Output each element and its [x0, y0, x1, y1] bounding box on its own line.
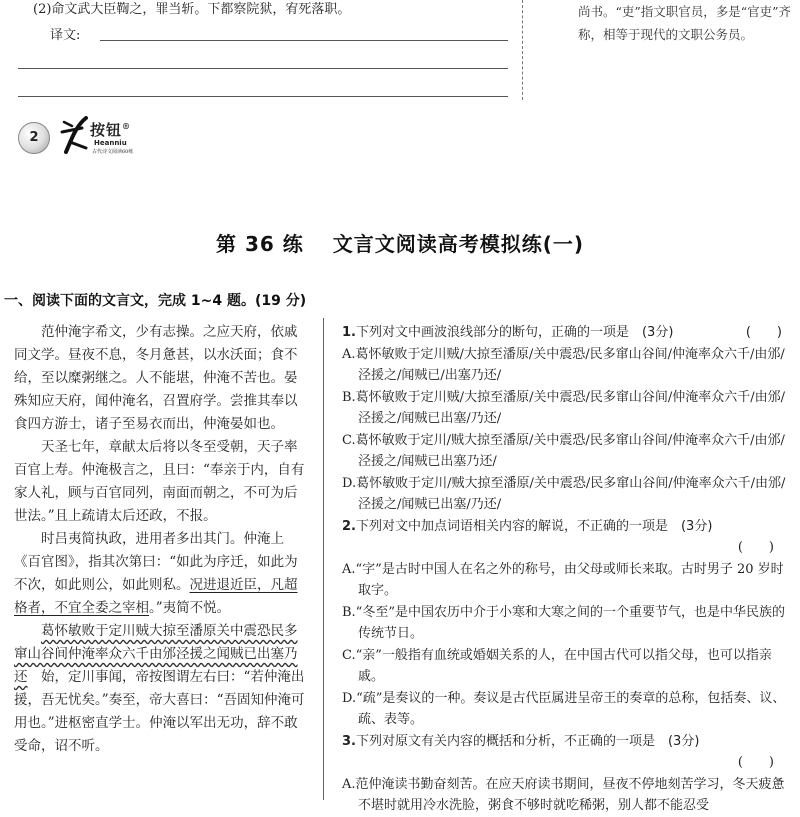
question-part-2: (2)命文武大臣鞫之，罪当斩。下都察院狱，宥死落职。 [33, 2, 351, 17]
questions [342, 322, 792, 817]
translation-block [18, 0, 508, 100]
option-c: C.葛怀敏败于定川/贼大掠至潘原/关中震恐/民多窜山谷间/仲淹率众六千/由邠/泾援之/闻贼已出塞乃还/ [342, 432, 785, 469]
passage [14, 321, 310, 758]
side-note-text: 尚书。“吏”指文职官员，多是“官吏”齐称，相等于现代的文职公务员。 [578, 4, 792, 42]
answer-line[interactable] [100, 40, 508, 41]
option-b: B.“冬至”是中国农历中介于小寒和大寒之间的一个重要节气，也是中华民族的传统节日。 [342, 604, 785, 641]
underlined-sentence: 况进退近臣，凡超格者，不宜全委之宰相 [14, 577, 298, 616]
brand-tagline: 古代诗文阅读60练 [92, 149, 134, 155]
answer-slot[interactable]: ( ) [737, 755, 774, 770]
brand-name: 按钮® [90, 121, 132, 139]
option-a: A.葛怀敏败于定川贼/大掠至潘原/关中震恐/民多窜山谷间/仲淹率众六千/由邠/泾援之/闻贼已/出塞乃还/ [342, 346, 785, 383]
answer-line[interactable] [18, 68, 508, 69]
answer-slot[interactable]: ( ) [745, 325, 782, 340]
option-b: B.葛怀敏败于定川贼/大掠至潘原/关中震恐/民多窜山谷间/仲淹率众六千/由邠/泾援之/闻贼已出塞/乃还/ [342, 389, 785, 426]
page-number: 2 [18, 122, 50, 154]
question-3: 3.下列对原文有关内容的概括和分析，不正确的一项是 (3分) [342, 733, 700, 749]
option-a: A.“字”是古时中国人在名之外的称号，由父母或师长来取。古时男子 20 岁时取字。 [342, 561, 784, 598]
brand-logo-icon [60, 114, 90, 156]
side-note [522, 0, 800, 100]
passage-paragraph: 时吕夷简执政，进用者多出其门。仲淹上《百官图》，指其次第曰：“如此为序迁，如此为不次，如此则公，如此则私。况进退近臣，凡超格者，不宜全委之宰相。”夷简不悦。 [14, 531, 298, 616]
option-d: D.葛怀敏败于定川/贼大掠至潘原/关中震恐/民多窜山谷间/仲淹率众六千/由邠/泾援之/闻贼已出塞/乃还/ [342, 475, 786, 512]
option-a: A.范仲淹读书勤奋刻苦。在应天府读书期间，昼夜不停地刻苦学习，冬天疲惫不堪时就用冷水洗脸，粥食不够时就吃稀粥，别人都不能忍受 [342, 776, 785, 813]
page-title: 第 36 练 文言文阅读高考模拟练(一) [215, 232, 584, 256]
passage-paragraph: 天圣七年，章献太后将以冬至受朝，天子率百官上寿。仲淹极言之，且曰：“奉亲于内，自有家人礼，顾与百官同列，南面而朝之，不可为后世法。”且上疏请太后还政，不报。 [14, 439, 305, 524]
translation-label: 译文: [50, 28, 81, 43]
passage-paragraph: 范仲淹字希文，少有志操。之应天府，依戚同文学。昼夜不息，冬月惫甚，以水沃面；食不给，至以糜粥继之。人不能堪，仲淹不苦也。晏殊知应天府，闻仲淹名，召置府学。尝推其奉以食四方游士，诸子至易衣而出，仲淹晏如也。 [14, 324, 298, 432]
answer-slot[interactable]: ( ) [737, 540, 774, 555]
question-2: 2.下列对文中加点词语相关内容的解说，不正确的一项是 (3分) [342, 518, 713, 534]
wavy-underlined-sentence: 葛怀敏败于定川贼大掠至潘原关中震恐民多窜山谷间仲淹率众六千由邠泾援之闻贼已出塞乃还 [14, 623, 298, 685]
section-heading: 一、阅读下面的文言文，完成 1~4 题。(19 分) [4, 293, 307, 309]
option-d: D.“疏”是奏议的一种。奏议是古代臣属进呈帝王的奏章的总称，包括奏、议、疏、表等。 [342, 690, 786, 727]
brand-subtitle: Heanniu [94, 139, 127, 147]
passage-paragraph: 葛怀敏败于定川贼大掠至潘原关中震恐民多窜山谷间仲淹率众六千由邠泾援之闻贼已出塞乃还 始，定川事闻，帝按图谓左右曰：“若仲淹出援，吾无忧矣。”奏至，帝大喜曰：“吾固知仲淹可用也。”进枢密直学士。仲淹以军出无功，辞不敢受命，诏不听。 [14, 623, 305, 754]
answer-line[interactable] [18, 96, 508, 97]
option-c: C.“亲”一般指有血统或婚姻关系的人，在中国古代可以指父母，也可以指亲戚。 [342, 647, 772, 684]
question-1: 1.下列对文中画波浪线部分的断句，正确的一项是 (3分) ( ) [342, 322, 792, 344]
column-divider [323, 318, 324, 800]
